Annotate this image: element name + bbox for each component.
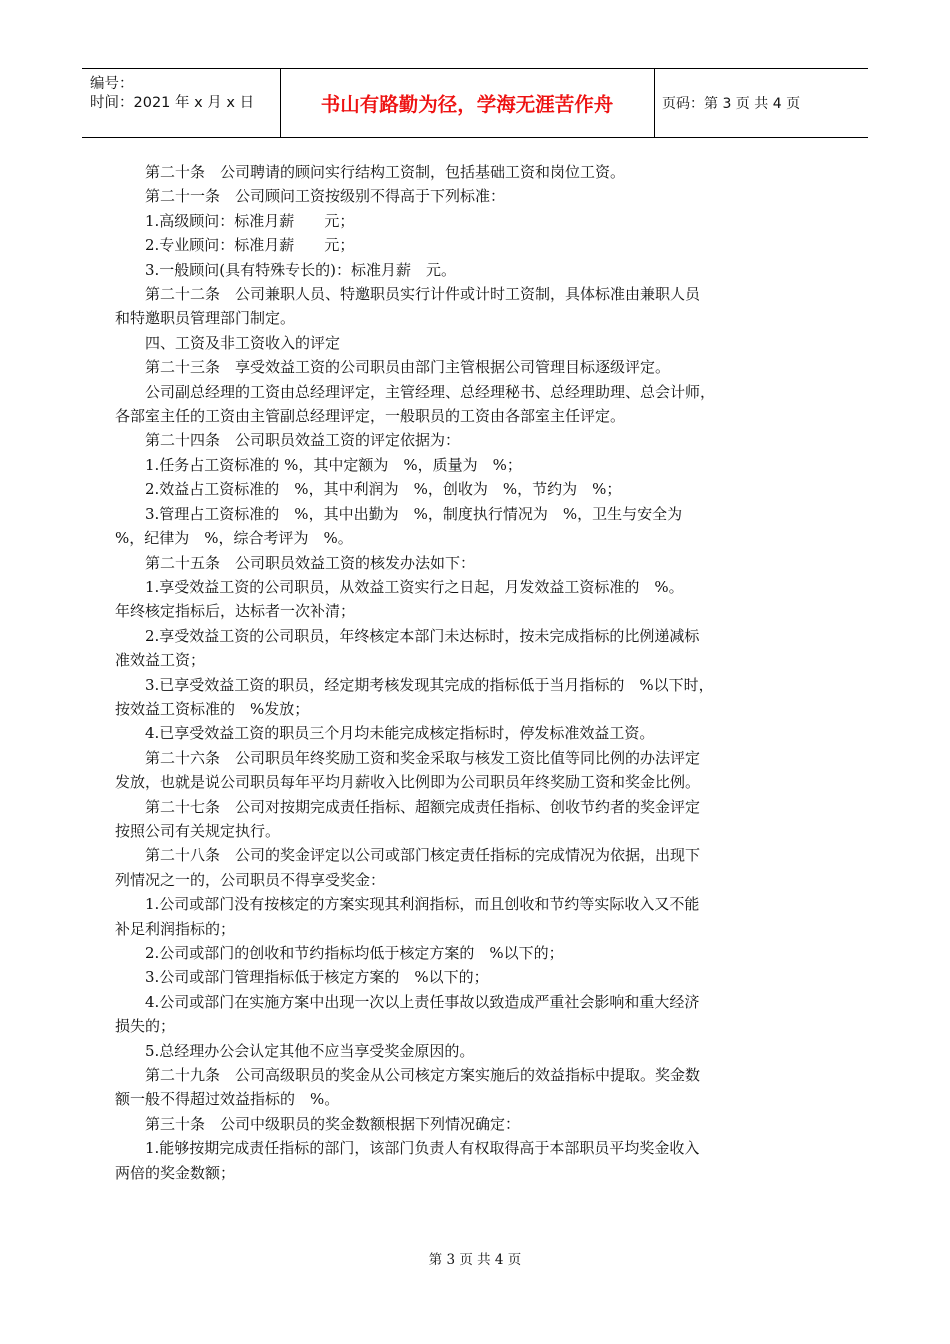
- header-divider: [280, 69, 281, 137]
- body-line: 第二十五条 公司职员效益工资的核发办法如下：: [145, 553, 476, 572]
- body-line: 2.享受效益工资的公司职员，年终核定本部门未达标时，按未完成指标的比例递减标: [145, 626, 700, 645]
- body-line: 第二十三条 享受效益工资的公司职员由部门主管根据公司管理目标逐级评定。: [145, 358, 671, 377]
- body-line: 3.一般顾问(具有特殊专长的)：标准月薪 元。: [145, 260, 457, 279]
- document-date: 时间：2021 年 x 月 x 日: [90, 95, 255, 111]
- body-line: 第二十四条 公司职员效益工资的评定依据为：: [145, 431, 461, 450]
- body-line: 2.效益占工资标准的 %，其中利润为 %，创收为 %，节约为 %；: [145, 480, 622, 499]
- body-line: 3.公司或部门管理指标低于核定方案的 %以下的；: [145, 968, 489, 987]
- header-motto: 书山有路勤为径，学海无涯苦作舟: [320, 93, 614, 116]
- body-line: 2.公司或部门的创收和节约指标均低于核定方案的 %以下的；: [145, 944, 564, 962]
- body-line: 5.总经理办公会认定其他不应当享受奖金原因的。: [145, 1041, 475, 1060]
- body-line: 按照公司有关规定执行。: [115, 821, 281, 840]
- header-divider: [654, 69, 655, 137]
- body-line: 公司副总经理的工资由总经理评定，主管经理、总经理秘书、总经理助理、总会计师，: [145, 382, 716, 401]
- body-line: 1.能够按期完成责任指标的部门，该部门负责人有权取得高于本部职员平均奖金收入: [145, 1139, 700, 1158]
- body-line: 两倍的奖金数额；: [115, 1163, 236, 1182]
- body-line: 第二十八条 公司的奖金评定以公司或部门核定责任指标的完成情况为依据，出现下: [145, 846, 701, 865]
- header-meta: [90, 75, 254, 113]
- body-line: 第二十九条 公司高级职员的奖金从公司核定方案实施后的效益指标中提取。奖金数: [145, 1066, 701, 1085]
- page-header: [82, 68, 868, 138]
- body-line: 发放，也就是说公司职员每年平均月薪收入比例即为公司职员年终奖励工资和奖金比例。: [115, 773, 701, 792]
- body-line: 第二十七条 公司对按期完成责任指标、超额完成责任指标、创收节约者的奖金评定: [145, 797, 701, 816]
- body-line: 第二十二条 公司兼职人员、特邀职员实行计件或计时工资制，具体标准由兼职人员: [145, 285, 701, 304]
- page-footer: 第 3 页 共 4 页: [428, 1252, 522, 1268]
- body-line: 4.公司或部门在实施方案中出现一次以上责任事故以致造成严重社会影响和重大经济: [145, 992, 700, 1011]
- body-line: 第二十一条 公司顾问工资按级别不得高于下列标准：: [145, 187, 506, 206]
- body-line: 第二十条 公司聘请的顾问实行结构工资制，包括基础工资和岗位工资。: [145, 163, 626, 181]
- body-line: 补足利润指标的；: [115, 919, 236, 938]
- body-line: 各部室主任的工资由主管副总经理评定，一般职员的工资由各部室主任评定。: [115, 407, 626, 426]
- body-line: 1.公司或部门没有按核定的方案实现其利润指标，而且创收和节约等实际收入又不能: [145, 895, 700, 914]
- body-line: 损失的；: [115, 1017, 176, 1036]
- document-number-label: 编号：: [90, 76, 134, 92]
- body-line: 和特邀职员管理部门制定。: [115, 309, 296, 328]
- body-line: 额一般不得超过效益指标的 %。: [115, 1090, 340, 1109]
- body-line: 按效益工资标准的 %发放；: [115, 699, 310, 718]
- document-body: [115, 160, 805, 1185]
- body-line: 3.管理占工资标准的 %，其中出勤为 %，制度执行情况为 %，卫生与安全为: [145, 504, 683, 523]
- body-line: 3.已享受效益工资的职员，经定期考核发现其完成的指标低于当月指标的 %以下时，: [145, 675, 714, 694]
- body-line: 年终核定指标后，达标者一次补清；: [115, 602, 356, 621]
- body-line: 第三十条 公司中级职员的奖金数额根据下列情况确定：: [145, 1114, 521, 1133]
- body-line: 四、工资及非工资收入的评定: [145, 333, 341, 352]
- body-line: 第二十六条 公司职员年终奖励工资和奖金采取与核发工资比值等同比例的办法评定: [145, 748, 701, 767]
- body-line: 1.高级顾问：标准月薪 元；: [145, 211, 355, 230]
- body-line: 2.专业顾问：标准月薪 元；: [145, 236, 355, 255]
- body-line: 列情况之一的，公司职员不得享受奖金：: [115, 870, 386, 889]
- body-line: %，纪律为 %，综合考评为 %。: [115, 529, 353, 548]
- body-line: 准效益工资；: [115, 651, 206, 670]
- body-line: 4.已享受效益工资的职员三个月均未能完成核定指标时，停发标准效益工资。: [145, 724, 655, 743]
- body-line: 1.任务占工资标准的 %，其中定额为 %，质量为 %；: [145, 455, 522, 474]
- header-page-info: 页码：第 3 页 共 4 页: [662, 96, 801, 112]
- body-line: 1.享受效益工资的公司职员，从效益工资实行之日起，月发效益工资标准的 %。: [145, 577, 684, 596]
